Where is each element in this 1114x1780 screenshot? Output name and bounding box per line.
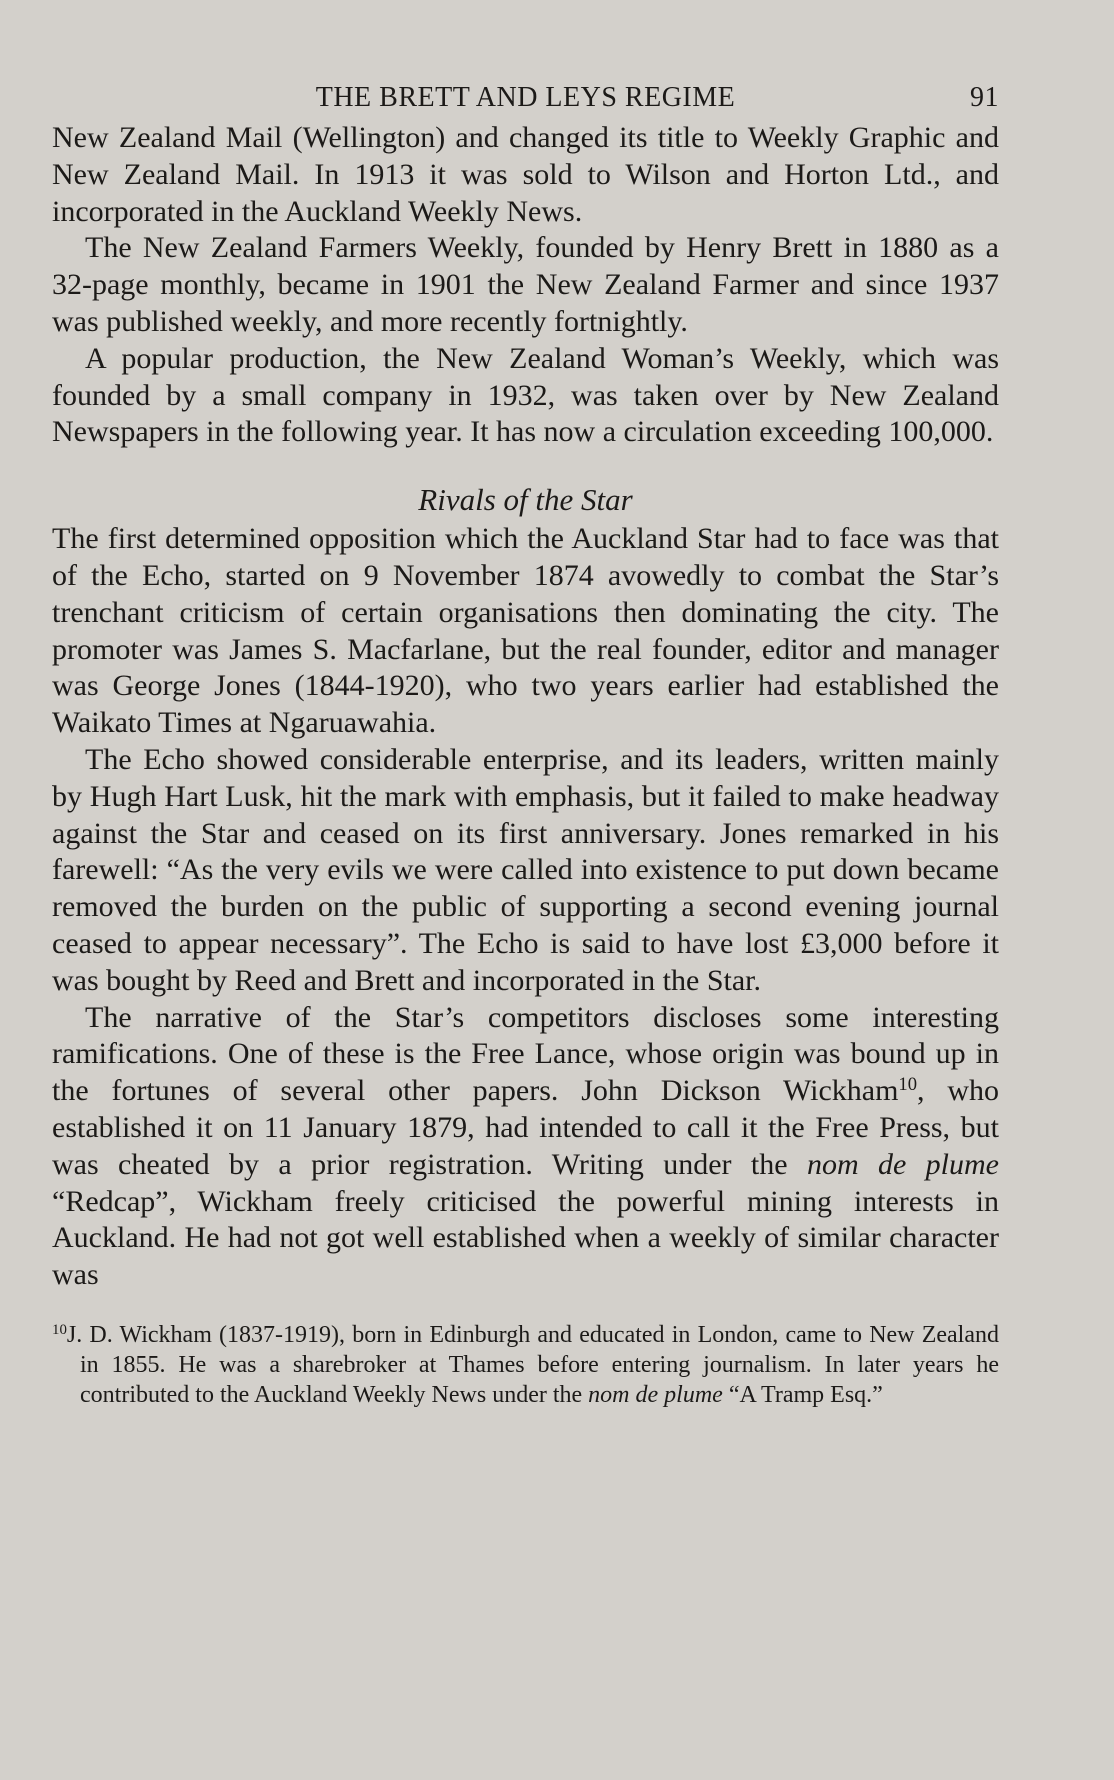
footnote-reference: 10	[898, 1073, 918, 1095]
paragraph-text: , who established it on 11 January 1879, had intended to call it the Free Press, but was cheated by a prior registration. Writing under the	[52, 1074, 999, 1181]
footnote-marker: 10	[52, 1321, 67, 1338]
paragraph: The first determined opposition which the Auckland Star had to face was that of the Echo, started on 9 November 1874 avowedly to combat the Star’s trenchant criticism of certain organisations then dominating the city. The promoter was James S. Macfarlane, but the real founder, editor and manager was George Jones (1844-1920), who two years earlier had established the Waikato Times at Ngaruawahia.	[52, 522, 999, 740]
paragraph: A popular production, the New Zealand Woman’s Weekly, which was founded by a small company in 1932, was taken over by New Zealand Newspapers in the following year. It has now a circulation exceeding 100,000.	[52, 341, 999, 449]
paragraph-text: “Redcap”, Wickham freely criticised the powerful mining interests in Auckland. He had not got well established when a weekly of similar character was	[52, 1184, 999, 1292]
section-heading: Rivals of the Star	[418, 482, 633, 518]
paragraph: The Echo showed considerable enterprise, and its leaders, written mainly by Hugh Hart Lusk, hit the mark with emphasis, but it failed to make headway against the Star and ceased on its first anniversary. Jones remarked in his farewell: “As the very evils we were called into existence to put down became removed the burden on the public of supporting a second evening journal ceased to appear necessary”. The Echo is said to have lost £3,000 before it was bought by Reed and Brett and incorporated in the Star.	[52, 742, 999, 997]
paragraph: The New Zealand Farmers Weekly, founded by Henry Brett in 1880 as a 32-page monthly, became in 1901 the New Zealand Farmer and since 1937 was published weekly, and more recently fortnightly.	[52, 231, 999, 338]
paragraph	[52, 1000, 999, 1294]
body-text	[52, 120, 999, 1294]
paragraph: New Zealand Mail (Wellington) and changed its title to Weekly Graphic and New Zealand Mail. In 1913 it was sold to Wilson and Horton Ltd., and incorporated in the Auckland Weekly News.	[52, 121, 999, 228]
paragraph-text: The narrative of the Star’s competitors discloses some interesting ramifications. One of these is the Free Lance, whose origin was bound up in the fortunes of several other papers. John Dickson Wickham	[52, 1000, 999, 1108]
running-head	[52, 76, 999, 120]
italic-phrase: nom de plume	[588, 1381, 723, 1408]
page-number: 91	[970, 82, 999, 113]
footnote-text: “A Tramp Esq.”	[722, 1381, 883, 1408]
italic-phrase: nom de plume	[806, 1147, 999, 1181]
footnote	[52, 1320, 999, 1410]
footnote-text: J. D. Wickham (1837-1919), born in Edinburgh and educated in London, came to New Zealand in 1855. He was a sharebroker at Thames before entering journalism. In later years he contributed to the Auckland Weekly News under the	[66, 1321, 999, 1408]
book-page	[52, 76, 999, 1410]
running-title: THE BRETT AND LEYS REGIME	[315, 82, 736, 113]
